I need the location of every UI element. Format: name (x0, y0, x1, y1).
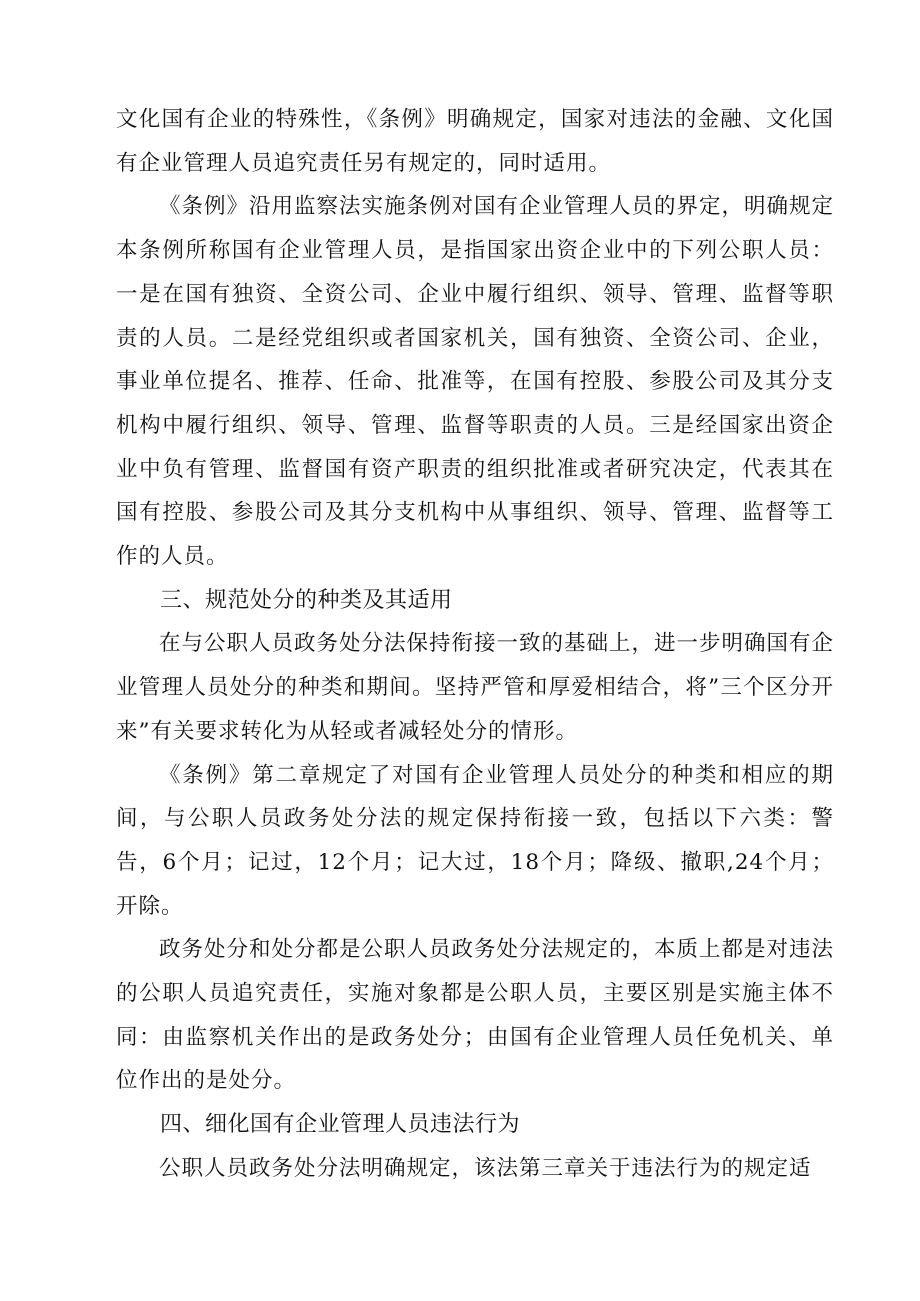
section-heading-4: 四、细化国有企业管理人员违法行为 (160, 1112, 521, 1138)
paragraph-punishment-intro: 在与公职人员政务处分法保持衔接一致的基础上，进一步明确国有企业管理人员处分的种类和期间。坚持严管和厚爱相结合，将”三个区分开来”有关要求转化为从轻或者减轻处分的情形。 (116, 631, 835, 744)
section-heading-3: 三、规范处分的种类及其适用 (160, 587, 453, 613)
paragraph-continuation: 文化国有企业的特殊性，《条例》明确规定，国家对违法的金融、文化国有企业管理人员追究责任另有规定的，同时适用。 (116, 107, 834, 176)
paragraph-definition: 《条例》沿用监察法实施条例对国有企业管理人员的界定，明确规定本条例所称国有企业管理人员，是指国家出资企业中的下列公职人员：一是在国有独资、全资公司、企业中履行组织、领导、管理、监督等职责的人员。二是经党组织或者国家机关，国有独资、全资公司、企业，事业单位提名、推荐、任命、批准等，在国有控股、参股公司及其分支机构中履行组织、领导、管理、监督等职责的人员。三是经国家出资企业中负有管理、监督国有资产职责的组织批准或者研究决定，代表其在国有控股、参股公司及其分支机构中从事组织、领导、管理、监督等工作的人员。 (116, 194, 835, 570)
paragraph-punishment-types: 《条例》第二章规定了对国有企业管理人员处分的种类和相应的期间，与公职人员政务处分法的规定保持衔接一致，包括以下六类：警告，6个月；记过，12个月；记大过，18个月；降级、撤职,24个月；开除。 (116, 762, 834, 919)
document-body (116, 98, 834, 1191)
paragraph-distinction: 政务处分和处分都是公职人员政务处分法规定的，本质上都是对违法的公职人员追究责任，实施对象都是公职人员，主要区别是实施主体不同：由监察机关作出的是政务处分；由国有企业管理人员任免机关、单位作出的是处分。 (116, 937, 835, 1094)
paragraph-violations: 公职人员政务处分法明确规定，该法第三章关于违法行为的规定适 (159, 1155, 812, 1181)
